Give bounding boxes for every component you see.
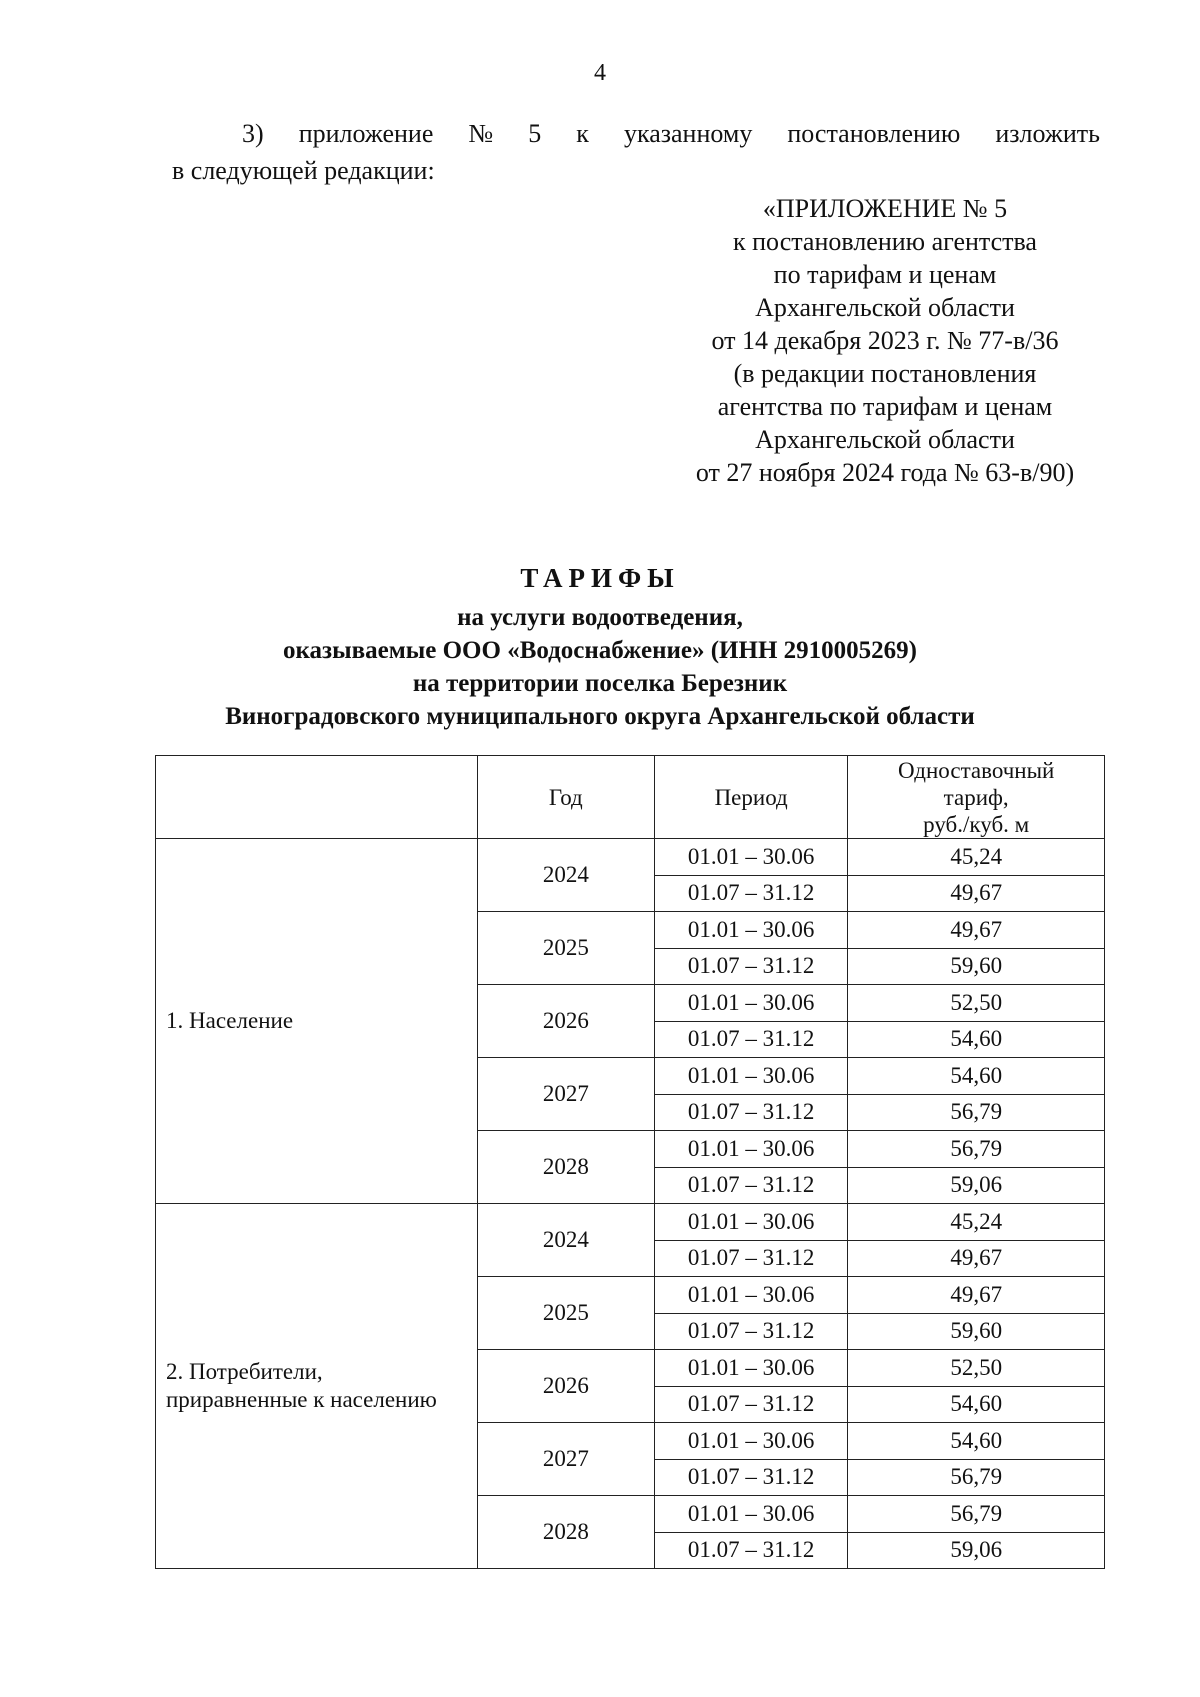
intro-line-1 — [172, 115, 1100, 152]
table-row — [156, 1204, 1105, 1241]
appendix-header-line: Архангельской области — [755, 293, 1015, 322]
period-cell: 01.01 – 30.06 — [654, 1131, 847, 1168]
intro-word: указанному — [623, 119, 753, 148]
period-cell: 01.07 – 31.12 — [654, 1021, 847, 1058]
consumer-group-cell — [156, 839, 478, 1204]
period-cell: 01.07 – 31.12 — [654, 1094, 847, 1131]
intro-word: 5 — [528, 119, 542, 148]
header-tariff — [848, 756, 1105, 839]
tariff-cell: 59,06 — [848, 1532, 1105, 1569]
tariff-cell: 54,60 — [848, 1423, 1105, 1460]
intro-word: № — [468, 119, 494, 148]
intro-word: постановлению — [787, 119, 961, 148]
appendix-header-line: «ПРИЛОЖЕНИЕ № 5 — [762, 194, 1008, 223]
header-group — [156, 756, 478, 839]
appendix-header-line: от 27 ноября 2024 года № 63-в/90) — [695, 458, 1075, 487]
heading-line: на услуги водоотведения, — [457, 604, 743, 631]
table-header-row — [156, 756, 1105, 839]
tariff-cell: 52,50 — [848, 985, 1105, 1022]
header-year: Год — [477, 756, 654, 839]
tariffs-table — [155, 755, 1105, 1569]
document-heading — [0, 562, 1200, 733]
appendix-header-line: Архангельской области — [755, 425, 1015, 454]
tariff-cell: 56,79 — [848, 1094, 1105, 1131]
period-cell: 01.07 – 31.12 — [654, 948, 847, 985]
year-cell: 2028 — [477, 1496, 654, 1569]
tariff-cell: 59,60 — [848, 1313, 1105, 1350]
period-cell: 01.01 – 30.06 — [654, 1423, 847, 1460]
period-cell: 01.01 – 30.06 — [654, 1277, 847, 1314]
heading-title: ТАРИФЫ — [520, 563, 680, 593]
year-cell: 2027 — [477, 1058, 654, 1131]
consumer-group-cell — [156, 1204, 478, 1569]
intro-word: к — [576, 119, 589, 148]
intro-word: приложение — [298, 119, 434, 148]
tariff-cell: 52,50 — [848, 1350, 1105, 1387]
consumer-group-label: 2. Потребители, — [166, 1359, 323, 1384]
header-tariff-line: Одноставочный — [897, 757, 1055, 783]
consumer-group-label: приравненные к населению — [166, 1387, 437, 1412]
period-cell: 01.01 – 30.06 — [654, 985, 847, 1022]
appendix-header-line: от 14 декабря 2023 г. № 77-в/36 — [711, 326, 1059, 355]
appendix-header-line: агентства по тарифам и ценам — [717, 392, 1053, 421]
header-tariff-line: руб./куб. м — [923, 811, 1030, 837]
period-cell: 01.07 – 31.12 — [654, 1167, 847, 1204]
tariff-cell: 49,67 — [848, 875, 1105, 912]
intro-paragraph — [172, 115, 1100, 189]
tariff-cell: 56,79 — [848, 1131, 1105, 1168]
tariff-cell: 45,24 — [848, 1204, 1105, 1241]
period-cell: 01.01 – 30.06 — [654, 912, 847, 949]
period-cell: 01.07 – 31.12 — [654, 875, 847, 912]
heading-line: оказываемые ООО «Водоснабжение» (ИНН 2910005269) — [283, 637, 917, 664]
tariff-cell: 54,60 — [848, 1058, 1105, 1095]
tariff-cell: 54,60 — [848, 1021, 1105, 1058]
intro-word: 3) — [242, 119, 264, 148]
year-cell: 2025 — [477, 1277, 654, 1350]
table-row — [156, 839, 1105, 876]
intro-line-2: в следующей редакции: — [172, 156, 435, 185]
tariff-cell: 59,60 — [848, 948, 1105, 985]
appendix-header-line: по тарифам и ценам — [773, 260, 997, 289]
tariff-cell: 56,79 — [848, 1459, 1105, 1496]
appendix-header-line: (в редакции постановления — [733, 359, 1037, 388]
tariff-cell: 49,67 — [848, 912, 1105, 949]
period-cell: 01.01 – 30.06 — [654, 839, 847, 876]
year-cell: 2025 — [477, 912, 654, 985]
period-cell: 01.01 – 30.06 — [654, 1350, 847, 1387]
period-cell: 01.01 – 30.06 — [654, 1204, 847, 1241]
tariff-cell: 59,06 — [848, 1167, 1105, 1204]
tariff-cell: 56,79 — [848, 1496, 1105, 1533]
year-cell: 2026 — [477, 985, 654, 1058]
header-tariff-line: тариф, — [943, 784, 1009, 810]
consumer-group-label: 1. Население — [166, 1008, 294, 1033]
year-cell: 2026 — [477, 1350, 654, 1423]
tariff-cell: 54,60 — [848, 1386, 1105, 1423]
page-number: 4 — [594, 60, 606, 86]
heading-subtitle — [0, 601, 1200, 733]
year-cell: 2024 — [477, 839, 654, 912]
intro-word: изложить — [995, 119, 1100, 148]
period-cell: 01.07 – 31.12 — [654, 1240, 847, 1277]
period-cell: 01.01 – 30.06 — [654, 1058, 847, 1095]
appendix-header — [650, 192, 1120, 489]
appendix-header-line: к постановлению агентства — [733, 227, 1037, 256]
tariff-cell: 45,24 — [848, 839, 1105, 876]
tariff-cell: 49,67 — [848, 1240, 1105, 1277]
year-cell: 2027 — [477, 1423, 654, 1496]
period-cell: 01.07 – 31.12 — [654, 1459, 847, 1496]
header-period: Период — [654, 756, 847, 839]
period-cell: 01.01 – 30.06 — [654, 1496, 847, 1533]
period-cell: 01.07 – 31.12 — [654, 1532, 847, 1569]
heading-line: Виноградовского муниципального округа Архангельской области — [225, 703, 975, 730]
tariff-cell: 49,67 — [848, 1277, 1105, 1314]
period-cell: 01.07 – 31.12 — [654, 1386, 847, 1423]
year-cell: 2024 — [477, 1204, 654, 1277]
period-cell: 01.07 – 31.12 — [654, 1313, 847, 1350]
year-cell: 2028 — [477, 1131, 654, 1204]
heading-line: на территории поселка Березник — [412, 670, 788, 697]
